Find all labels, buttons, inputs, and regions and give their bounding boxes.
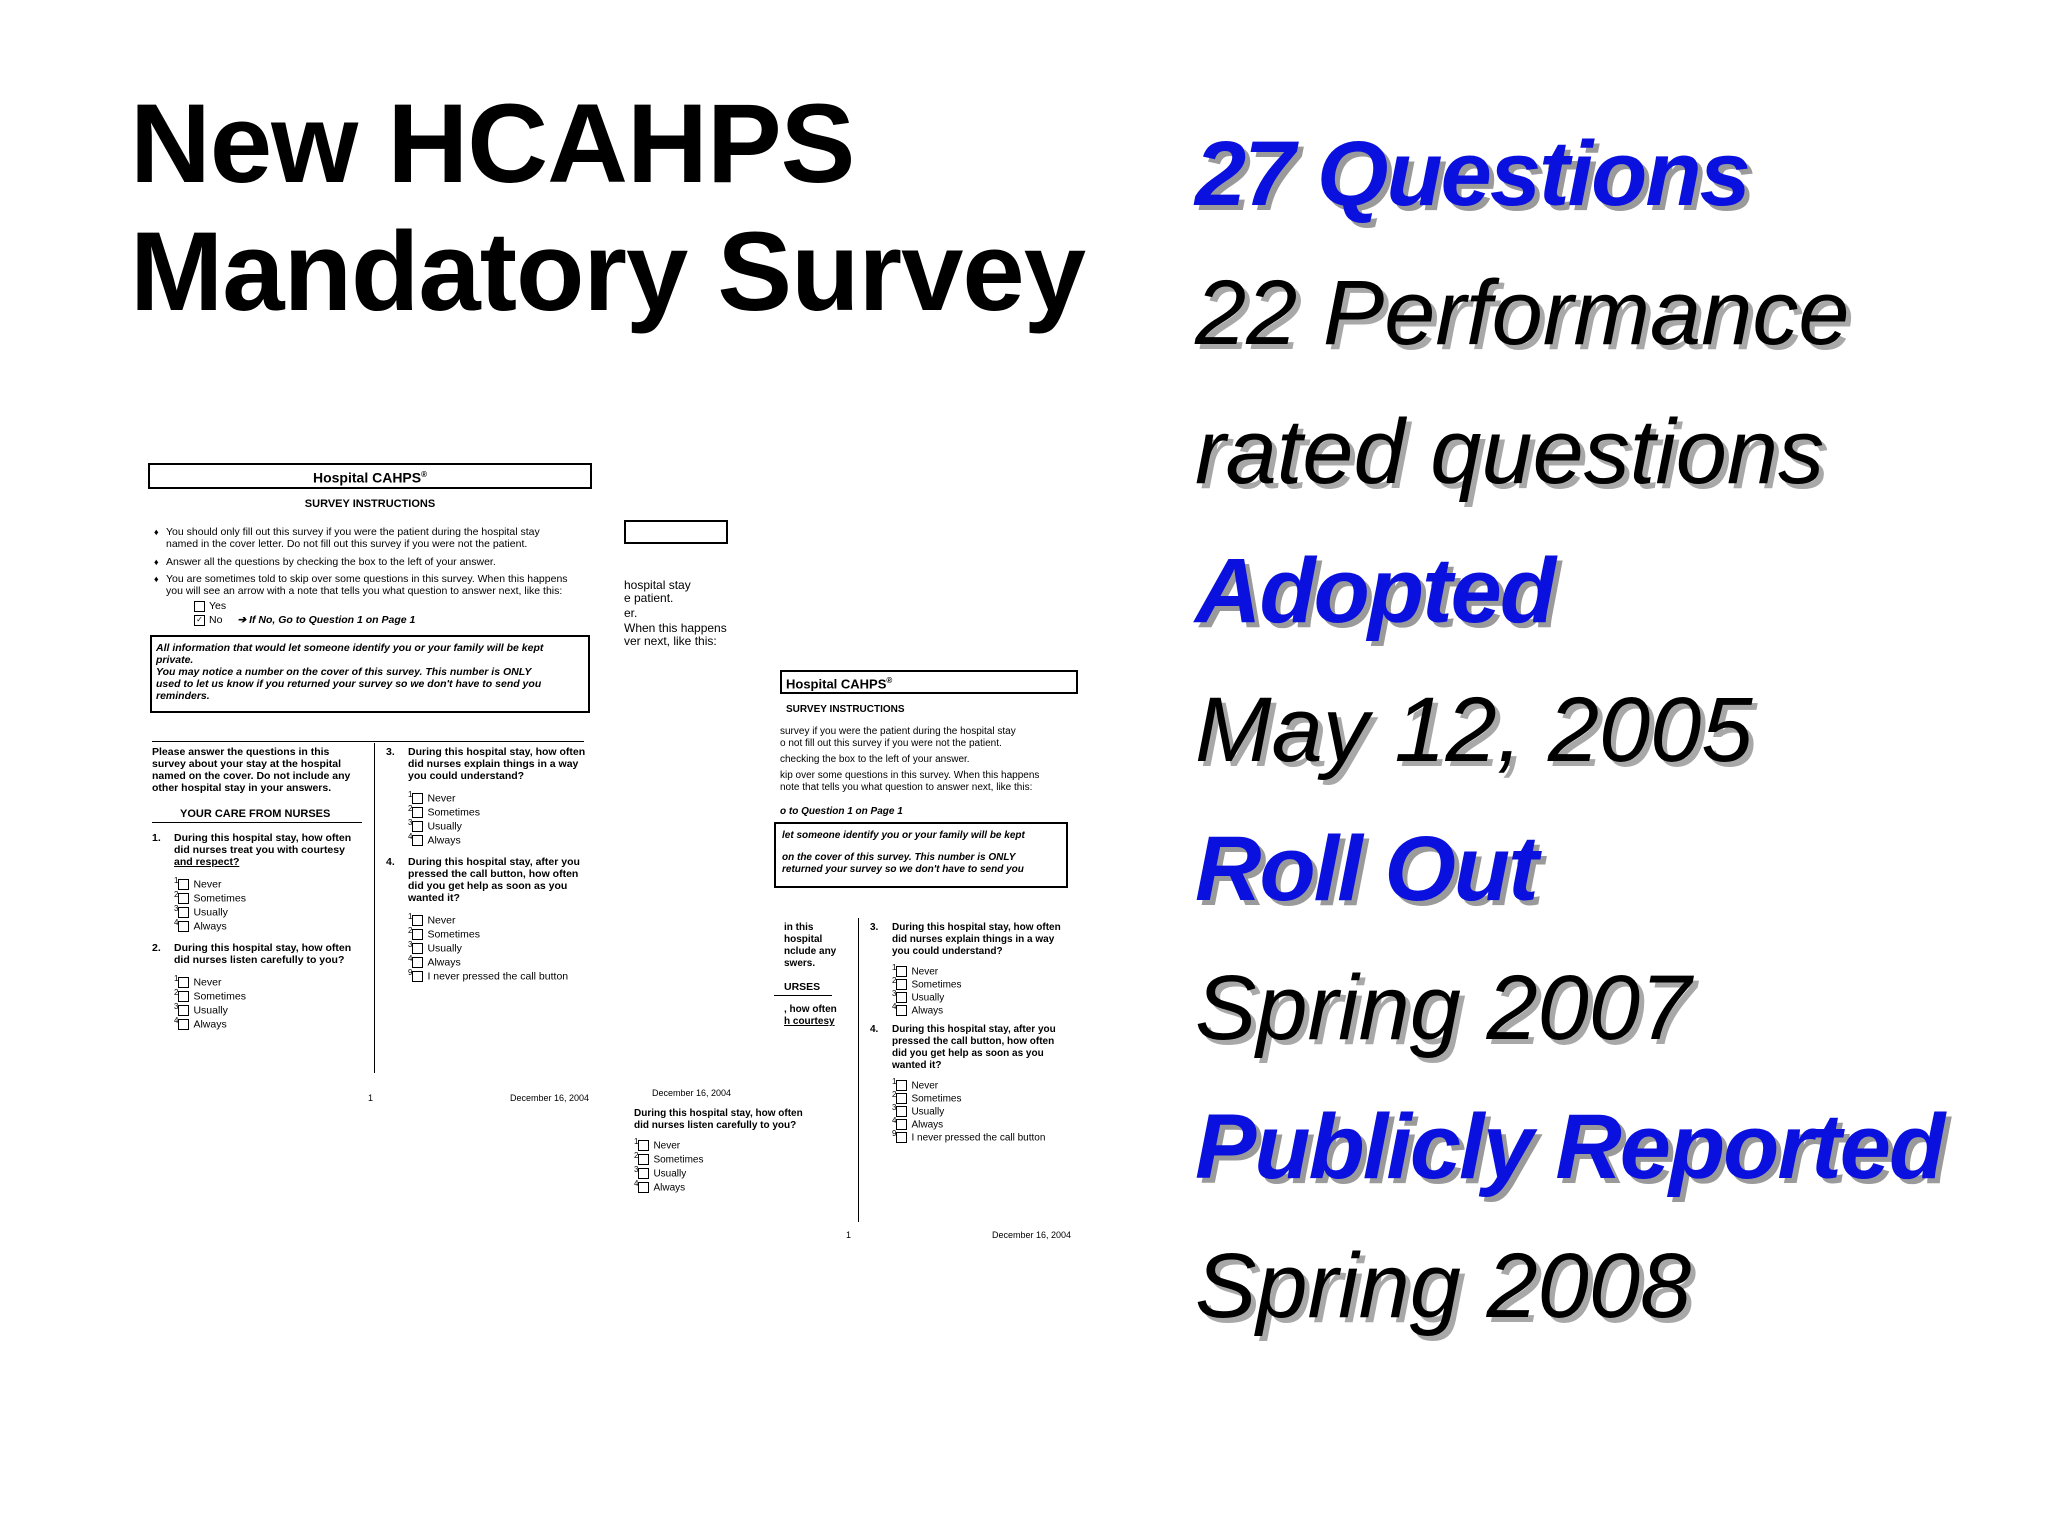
question-text: you could understand? bbox=[892, 946, 1003, 957]
question-number: 1. bbox=[152, 832, 161, 844]
checked-box-icon: ✓ bbox=[194, 615, 205, 626]
survey-bullet-text: named in the cover letter. Do not fill out this survey if you were not the patient. bbox=[166, 538, 528, 550]
checkbox-icon bbox=[412, 835, 423, 846]
survey-fragment: nclude any bbox=[784, 946, 837, 957]
survey-fragment: er. bbox=[624, 606, 638, 620]
answer-option: $^2$ Sometimes bbox=[174, 890, 246, 905]
survey-fragment: , how often bbox=[784, 1004, 837, 1015]
answer-option: $^3$ Usually bbox=[174, 904, 228, 919]
answer-option: $^3$ Usually bbox=[408, 818, 462, 833]
slide-title bbox=[130, 80, 1085, 336]
survey-privacy-text: All information that would let someone identify you or your family will be kept bbox=[156, 642, 544, 654]
answer-option: $^3$ Usually bbox=[408, 940, 462, 955]
checkbox-icon bbox=[638, 1182, 649, 1193]
checkbox-icon bbox=[178, 1019, 189, 1030]
answer-option: $^9$ I never pressed the call button bbox=[892, 1129, 1046, 1144]
page-date: December 16, 2004 bbox=[992, 1230, 1072, 1240]
bullet-icon: ♦ bbox=[154, 574, 159, 584]
survey-intro-text: survey about your stay at the hospital bbox=[152, 758, 342, 770]
bullet-icon: ♦ bbox=[154, 527, 159, 537]
question-text: did you get help as soon as you bbox=[892, 1048, 1044, 1059]
checkbox-icon bbox=[896, 1132, 907, 1143]
survey-fragment: o not fill out this survey if you were not the patient. bbox=[780, 738, 1002, 749]
survey-fragment: note that tells you what question to answer next, like this: bbox=[780, 782, 1033, 793]
survey-bullet-text: You should only fill out this survey if you were the patient during the hospital stay bbox=[166, 526, 540, 538]
survey-instructions-title: SURVEY INSTRUCTIONS bbox=[304, 498, 436, 510]
question-text: wanted it? bbox=[408, 892, 460, 904]
survey-fragment: When this happens bbox=[624, 621, 727, 635]
question-number: 4. bbox=[386, 856, 395, 868]
checkbox-icon bbox=[178, 921, 189, 932]
survey-fragment: on the cover of this survey. This number is ONLY bbox=[782, 852, 1016, 863]
fact-adopted-heading: Adopted bbox=[1195, 540, 1555, 642]
fact-public-heading: Publicly Reported bbox=[1195, 1096, 1944, 1198]
survey-intro-text: named on the cover. Do not include any bbox=[152, 770, 351, 782]
survey-header: Hospital CAHPS® bbox=[312, 469, 428, 486]
checkbox-icon bbox=[412, 971, 423, 982]
answer-option: $^2$ Sometimes bbox=[634, 1151, 704, 1166]
fact-performance-desc: rated questions bbox=[1195, 401, 1825, 503]
question-text: During this hospital stay, how often bbox=[174, 832, 352, 844]
survey-privacy-text: used to let us know if you returned your survey so we don't have to send you bbox=[156, 678, 542, 690]
survey-page-back bbox=[140, 455, 620, 1115]
survey-privacy-text: private. bbox=[156, 654, 194, 666]
question-text: During this hospital stay, after you bbox=[892, 1024, 1056, 1035]
question-text: pressed the call button, how often bbox=[408, 868, 579, 880]
answer-option: $^9$ I never pressed the call button bbox=[408, 968, 569, 983]
fact-rollout-date: Spring 2007 bbox=[1195, 957, 1692, 1059]
answer-option: $^3$ Usually bbox=[892, 989, 945, 1004]
answer-option: $^2$ Sometimes bbox=[174, 988, 246, 1003]
page-date: December 16, 2004 bbox=[510, 1093, 590, 1103]
answer-option: $^1$ Never bbox=[174, 876, 222, 891]
survey-fragment: o to Question 1 on Page 1 bbox=[780, 806, 903, 817]
answer-option: $^3$ Usually bbox=[174, 1002, 228, 1017]
bullet-icon: ♦ bbox=[154, 557, 159, 567]
question-text: did nurses listen carefully to you? bbox=[174, 954, 345, 966]
fact-performance-count: 22 Performance bbox=[1195, 262, 1850, 364]
answer-option: $^4$ Always bbox=[892, 1002, 944, 1017]
answer-option: $^4$ Always bbox=[408, 954, 461, 969]
answer-option: $^1$ Never bbox=[892, 1077, 939, 1092]
survey-privacy-text: You may notice a number on the cover of this survey. This number is ONLY bbox=[156, 666, 532, 678]
survey-header: Hospital CAHPS® bbox=[786, 676, 893, 692]
question-text: During this hospital stay, how often bbox=[892, 922, 1061, 933]
answer-option: $^1$ Never bbox=[892, 963, 939, 978]
survey-privacy-text: reminders. bbox=[156, 690, 210, 702]
answer-option: $^4$ Always bbox=[174, 918, 227, 933]
survey-fragment: hospital bbox=[784, 934, 823, 945]
survey-bullet-text: you will see an arrow with a note that tells you what question to answer next, like this: bbox=[166, 585, 563, 597]
survey-fragment: swers. bbox=[784, 958, 816, 969]
survey-fragment: returned your survey so we don't have to send you bbox=[782, 864, 1024, 875]
question-text: did nurses explain things in a way bbox=[892, 934, 1055, 945]
facts-list bbox=[1195, 105, 2035, 1356]
survey-fragment: ver next, like this: bbox=[624, 634, 717, 648]
question-text: During this hospital stay, how often bbox=[174, 942, 352, 954]
answer-option: $^4$ Always bbox=[892, 1116, 944, 1131]
answer-option: $^2$ Sometimes bbox=[408, 804, 480, 819]
answer-option: $^1$ Never bbox=[408, 790, 456, 805]
slide-title-line-2: Mandatory Survey bbox=[130, 209, 1085, 334]
answer-option: $^4$ Always bbox=[174, 1016, 227, 1031]
survey-fragment: e patient. bbox=[624, 591, 674, 605]
survey-bullet-text: You are sometimes told to skip over some questions in this survey. When this happens bbox=[166, 573, 568, 585]
survey-fragment: h courtesy bbox=[784, 1016, 835, 1027]
question-number: 2. bbox=[152, 942, 161, 954]
survey-fragment: let someone identify you or your family will be kept bbox=[782, 830, 1025, 841]
survey-intro-text: other hospital stay in your answers. bbox=[152, 782, 332, 794]
question-number: 3. bbox=[386, 746, 395, 758]
fact-questions-heading: 27 Questions bbox=[1195, 123, 1749, 225]
question-text: you could understand? bbox=[408, 770, 525, 782]
checkbox-icon bbox=[194, 601, 205, 612]
question-text: did nurses listen carefully to you? bbox=[634, 1120, 797, 1131]
question-text: did you get help as soon as you bbox=[408, 880, 568, 892]
question-text: During this hospital stay, how often bbox=[408, 746, 586, 758]
fact-rollout-heading: Roll Out bbox=[1195, 818, 1537, 920]
answer-option: $^3$ Usually bbox=[634, 1165, 687, 1180]
answer-option: $^1$ Never bbox=[408, 912, 456, 927]
survey-fragment: survey if you were the patient during the hospital stay bbox=[780, 726, 1016, 737]
slide-title-line-1: New HCAHPS bbox=[130, 81, 855, 206]
survey-fragment: checking the box to the left of your answer. bbox=[780, 754, 970, 765]
question-text: wanted it? bbox=[892, 1060, 942, 1071]
answer-option: $^2$ Sometimes bbox=[892, 1090, 962, 1105]
page-date: December 16, 2004 bbox=[652, 1088, 732, 1098]
survey-fragment: in this bbox=[784, 922, 814, 933]
survey-page-front bbox=[624, 660, 1094, 1240]
survey-instructions-title: SURVEY INSTRUCTIONS bbox=[786, 704, 905, 715]
checkbox-icon bbox=[896, 1005, 907, 1016]
example-no: ✓ No ➔ If No, Go to Question 1 on Page 1 bbox=[194, 613, 415, 628]
example-yes: Yes bbox=[194, 599, 226, 614]
answer-option: $^1$ Never bbox=[634, 1137, 681, 1152]
answer-option: $^2$ Sometimes bbox=[408, 926, 480, 941]
answer-option: $^2$ Sometimes bbox=[892, 976, 962, 991]
question-text: During this hospital stay, after you bbox=[408, 856, 580, 868]
fact-public-date: Spring 2008 bbox=[1195, 1235, 1692, 1337]
answer-option: $^4$ Always bbox=[634, 1179, 686, 1194]
question-text: pressed the call button, how often bbox=[892, 1036, 1055, 1047]
page-number: 1 bbox=[368, 1093, 374, 1103]
survey-fragment: URSES bbox=[784, 981, 821, 993]
survey-header-box bbox=[624, 520, 728, 544]
question-text: and respect? bbox=[174, 856, 240, 868]
question-number: 3. bbox=[870, 922, 879, 933]
fact-adopted-date: May 12, 2005 bbox=[1195, 679, 1753, 781]
question-number: 4. bbox=[870, 1024, 879, 1035]
survey-bullet-text: Answer all the questions by checking the box to the left of your answer. bbox=[166, 556, 496, 568]
survey-section-heading: YOUR CARE FROM NURSES bbox=[180, 808, 331, 820]
survey-fragment: hospital stay bbox=[624, 578, 691, 592]
question-text: did nurses treat you with courtesy bbox=[174, 844, 345, 856]
question-text: did nurses explain things in a way bbox=[408, 758, 579, 770]
question-text: During this hospital stay, how often bbox=[634, 1108, 803, 1119]
answer-option: $^3$ Usually bbox=[892, 1103, 945, 1118]
answer-option: $^4$ Always bbox=[408, 832, 461, 847]
page-number: 1 bbox=[846, 1230, 852, 1240]
answer-option: $^1$ Never bbox=[174, 974, 222, 989]
survey-intro-text: Please answer the questions in this bbox=[152, 746, 330, 758]
survey-fragment: kip over some questions in this survey. When this happens bbox=[780, 770, 1040, 781]
